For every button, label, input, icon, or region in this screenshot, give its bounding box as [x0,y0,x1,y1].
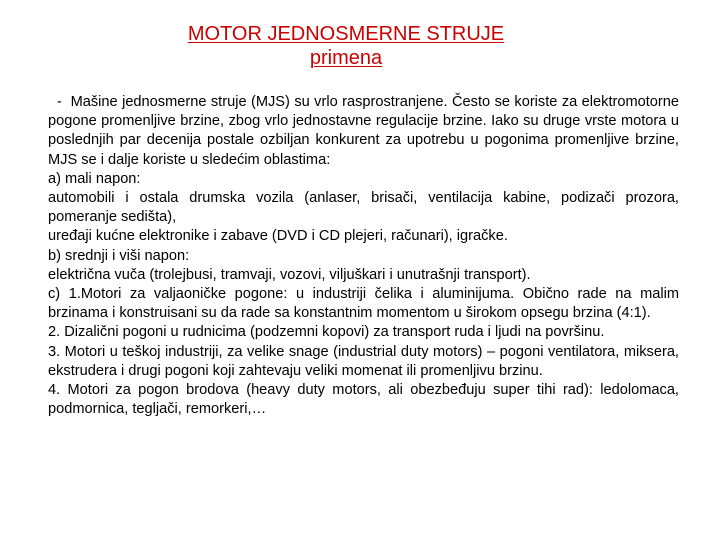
section-a-heading: a) mali napon: [48,170,141,187]
title-block [0,22,692,70]
section-c-item-3: 3. Motori u teškoj industriji, za velike snage (industrial duty motors) – pogoni ventilatora, miksera, ekstrudera i drugi pogoni koji zahtevaju veliki momenat ili promenljivu brzinu. [48,343,679,379]
slide-title: MOTOR JEDNOSMERNE STRUJE [187,23,505,45]
section-c-item-2: 2. Dizalični pogoni u rudnicima (podzemni kopovi) za transport ruda i ljudi na površinu. [48,324,605,341]
section-b-heading: b) srednji i viši napon: [48,247,190,264]
slide-subtitle: primena [309,47,383,69]
section-a-item-1: automobili i ostala drumska vozila (anlaser, brisači, ventilacija kabine, podizači prozora, pomeranje sedišta), [48,190,679,226]
intro-paragraph: - Mašine jednosmerne struje (MJS) su vrlo rasprostranjene. Često se koriste za elektromotorne pogone promenljive brzine, zbog vrlo jednostavne regulacije brzine. Iako su druge vrste motora u poslednjih par decenija postale ozbiljan konkurent za upotrebu u pogonima promenljive brzine, MJS se i dalje koriste u sledećim oblastima: [48,94,684,168]
section-b-item-1: električna vuča (trolejbusi, tramvaji, vozovi, viljuškari i unutrašnji transport). [48,266,531,283]
body-text [48,93,684,419]
section-a-item-2: uređaji kućne elektronike i zabave (DVD i CD plejeri, računari), igračke. [48,228,508,245]
section-c-item-1: c) 1.Motori za valjaoničke pogone: u industriji čelika i aluminijuma. Obično rade na malim brzinama i konstruisani su da rade sa konstantnim momentom u širokom opsegu brzina (4:1). [48,286,679,322]
section-c-item-4: 4. Motori za pogon brodova (heavy duty motors, ali obezbeđuju super tihi rad): ledolomaca, podmornica, tegljači, remorkeri,… [48,382,679,418]
